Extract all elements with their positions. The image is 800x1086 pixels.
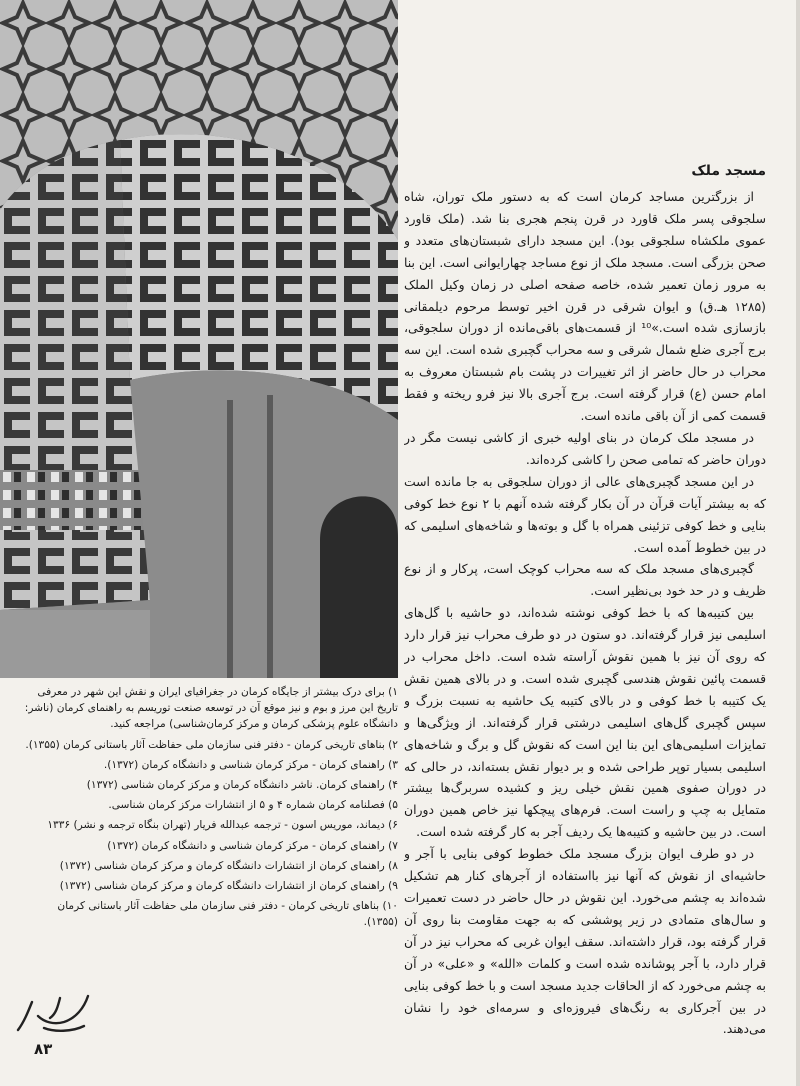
- article-title: مسجد ملک: [691, 163, 766, 179]
- article-paragraph: در این مسجد گچبری‌های عالی از دوران سلجوقی به جا مانده است که به بیشتر آیات قرآن در آن بکار گرفته شده آنهم با ۲ نوع خط کوفی بنایی و خط کوفی تزئینی همراه با گل و بوته‌ها و شاخه‌های اسلیمی که در بین خطوط آمده است.: [404, 473, 766, 555]
- kerman-logo: [14, 988, 94, 1036]
- article-paragraph: از بزرگترین مساجد کرمان است که به دستور ملک توران، شاه سلجوقی پسر ملک قاورد در قرن پنجم هجری بنا شد. (ملک قاورد عموی ملکشاه سلجوقی بود). این مسجد دارای شبستان‌های متعدد و صحن بزرگی است. مسجد ملک از نوع مساجد چهارایوانی است. این بنا به مرور زمان تعمیر شده، خاصه صفحه اصلی در زمان وکیل الملک (۱۲۸۵ هـ.ق) و ایوان شرقی در قرن اخیر توسط مرحوم دیلمقانی بازسازی شده است.»¹⁰ از قسمت‌های باقی‌مانده از دوران سلجوقی، برج آجری ضلع شمال شرقی و سه محراب گچبری شده است. این سه محراب در حال حاضر از اثر تغییرات در پشت بام شبستان معروف به امام حسن (ع) قرار گرفته است. برج آجری بالا نیز فرو ریخته و فقط قسمت کمی از آن باقی مانده است.: [404, 189, 766, 424]
- footnote: ۳) راهنمای کرمان - مرکز کرمان شناسی و دانشگاه کرمان (۱۳۷۲).: [103, 758, 398, 771]
- tiled-dome-icon: [0, 0, 398, 678]
- calligraphy-logo-icon: [14, 988, 94, 1036]
- page-edge: [796, 0, 800, 1086]
- dome-tilework-photo: [0, 0, 398, 678]
- footnotes: [22, 684, 398, 1034]
- footnote: ۲) بناهای تاریخی کرمان - دفتر فنی سازمان ملی حفاظت آثار باستانی کرمان (۱۳۵۵).: [25, 738, 398, 751]
- page-number: ۸۳: [34, 1040, 53, 1058]
- article-paragraph: در مسجد ملک کرمان در بنای اولیه خبری از کاشی نیست مگر در دوران حاضر که تمامی صحن را کاشی کرده‌اند.: [404, 429, 766, 467]
- article-paragraph: در دو طرف ایوان بزرگ مسجد ملک خطوط کوفی بنایی با آجر و حاشیه‌ای از نقوش که آنها نیز بااستفاده از آجرهای کنار هم تشکیل شده‌اند به چشم می‌خورد. این نقوش در حال حاضر در دست تعمیرات و سال‌های متمادی در زیر پوششی که به جهت مقاومت بنا روی آن قرار گرفته بود، قرار داشته‌اند. سقف ایوان غربی که محراب نیز در آن قرار دارد، با آجر پوشانده شده است و کلمات «الله» و «علی» در آن به چشم می‌خورد که از الحاقات جدید مسجد است و با خط کوفی بنایی در بین آجرکاری به رنگ‌های فیروزه‌ای و سرمه‌ای خود را نشان می‌دهند.: [404, 846, 766, 1037]
- faded-background-text: [420, 0, 800, 160]
- article-paragraph: بین کتیبه‌ها که با خط کوفی نوشته شده‌اند، دو حاشیه با گل‌های اسلیمی نیز قرار گرفته‌اند. دو ستون در دو طرف محراب نیز قرار دارد که روی آن نیز با همین نقوش آراسته شده است. داخل محراب در قسمت پائین نقوش هندسی گچبری شده است. و در بالای همین نقش یک کتیبه با خط کوفی و در بالای کتیبه یک حاشیه به نسبت بزرگ و سپس گچبری گل‌های اسلیمی درشتی قرار گرفته‌اند. از ویژگی‌ها و تمایزات اسلیمی‌های این بنا این است که نقوش گل و برگ و شاخه‌های اسلیمی بسیار توپر طراحی شده و بر دیوار نقش بسته‌اند، در حالی که در دوران صفوی همین نقش خیلی ریز و کشیده سربرگ‌ها بیشتر متمایل به چپ و راست است. فرم‌های پیچکها نیز خاص همین دوران است. در بین حاشیه و کتیبه‌ها یک ردیف آجر به کار گرفته شده است.: [404, 605, 766, 840]
- article-column: [404, 160, 766, 1040]
- footnote: ۷) راهنمای کرمان - مرکز کرمان شناسی و دانشگاه کرمان (۱۳۷۲): [107, 839, 398, 852]
- footnote: ۱۰) بناهای تاریخی کرمان - دفتر فنی سازمان ملی حفاظت آثار باستانی کرمان (۱۳۵۵).: [57, 900, 398, 929]
- footnote: ۵) فصلنامه کرمان شماره ۴ و ۵ از انتشارات مرکز کرمان شناسی.: [108, 799, 398, 812]
- article-paragraph: گچبری‌های مسجد ملک که سه محراب کوچک است، پرکار و از نوع ظریف و در حد خود بی‌نظیر است.: [404, 561, 766, 599]
- footnote: ۴) راهنمای کرمان. ناشر دانشگاه کرمان و مرکز کرمان شناسی (۱۳۷۲): [86, 779, 398, 792]
- footnote: ۸) راهنمای کرمان از انتشارات دانشگاه کرمان و مرکز کرمان شناسی (۱۳۷۲): [59, 859, 398, 872]
- footnote: ۹) راهنمای کرمان از انتشارات دانشگاه کرمان و مرکز کرمان شناسی (۱۳۷۲): [59, 880, 398, 893]
- footnote: ۱) برای درک بیشتر از جایگاه کرمان در جغرافیای ایران و نقش این شهر در معرفی تاریخ این مرز و بوم و نیز موقع آن در توسعه صنعت توریسم به راهنمای کرمان (ناشر: دانشگاه علوم پزشکی کرمان و مرکز کرمان‌شناسی) مراجعه کنید.: [24, 686, 398, 731]
- footnote: ۶) دیماند، موریس اسون - ترجمه عبدالله فریار (تهران بنگاه ترجمه و نشر) ۱۳۳۶: [47, 819, 398, 832]
